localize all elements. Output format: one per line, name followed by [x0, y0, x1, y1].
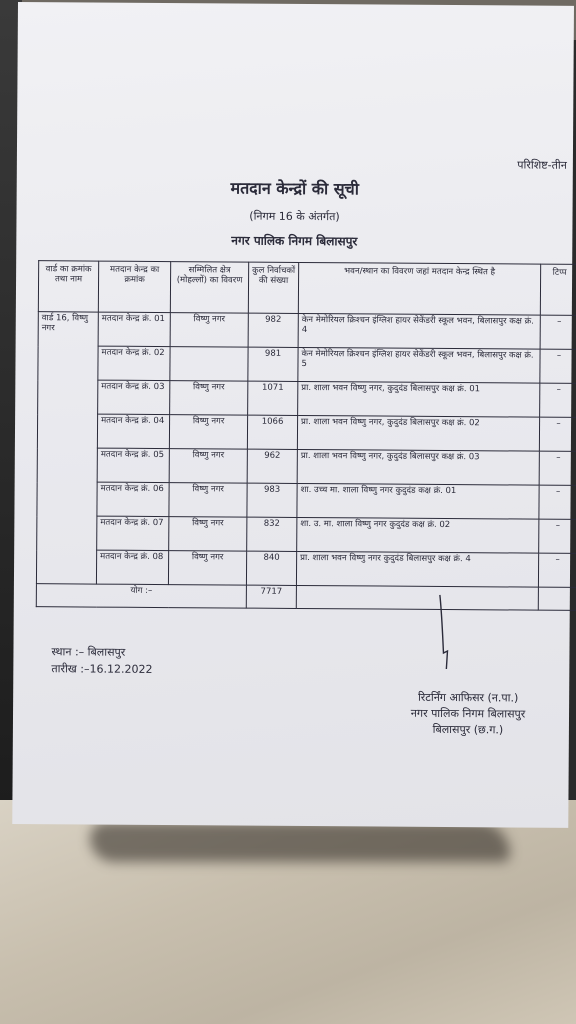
area-cell: विष्णु नगर: [169, 449, 247, 484]
header-voters: कुल निर्वाचकों की संख्या: [248, 262, 298, 313]
header-area: सम्मिलित क्षेत्र (मोहल्लों) का विवरण: [170, 262, 248, 314]
building-cell: शा. उच्च मा. शाला विष्णु नगर कुदुदंड कक्ष क्रं. 01: [297, 483, 539, 519]
voters-cell: 982: [248, 313, 298, 347]
officer-city: बिलासपुर (छ.ग.): [432, 722, 504, 737]
signature-mark: [433, 593, 454, 673]
returning-officer-block: [393, 690, 543, 739]
centre-cell: मतदान केन्द्र क्रं. 08: [96, 550, 168, 585]
wall-stain: [90, 822, 510, 862]
header-ward: वार्ड का क्रमांक तथा नाम: [38, 261, 98, 312]
voters-cell: 1071: [248, 381, 298, 415]
area-cell: विष्णु नगर: [168, 551, 246, 586]
polling-centre-table: [36, 260, 576, 611]
remark-cell: –: [539, 485, 576, 519]
remark-cell: –: [539, 519, 576, 553]
table-row: [38, 380, 576, 418]
remark-cell: –: [539, 417, 576, 451]
area-cell: विष्णु नगर: [170, 381, 248, 416]
header-centre-number: मतदान केन्द्र का क्रमांक: [98, 261, 170, 313]
header-remarks: टिप्प: [540, 264, 576, 315]
ward-cell: वार्ड 16, विष्णु नगर: [36, 312, 98, 584]
voters-cell: 1066: [247, 415, 297, 449]
voters-cell: 832: [247, 517, 297, 551]
total-building-blank: [296, 585, 538, 610]
officer-title: रिटर्निंग आफिसर (न.पा.): [417, 690, 519, 705]
building-cell: प्रा. शाला भवन विष्णु नगर, कुदुदंड बिलासपुर कक्ष क्रं. 03: [297, 449, 539, 485]
table-row: [36, 550, 576, 588]
header-building: भवन/स्थान का विवरण जहां मतदान केन्द्र स्थित है: [298, 262, 540, 315]
building-cell: केन मेमोरियल क्रिश्चन इंग्लिश हायर सेकेंडरी स्कूल भवन, बिलासपुर कक्ष क्रं. 5: [298, 347, 540, 383]
table-row: [38, 346, 576, 384]
total-row: [36, 584, 576, 611]
total-remark-blank: [538, 587, 576, 610]
table-row: [37, 448, 576, 486]
officer-corporation: नगर पालिक निगम बिलासपुर: [410, 706, 526, 721]
table-header-row: [38, 261, 576, 316]
area-cell: विष्णु नगर: [169, 517, 247, 552]
table-row: [37, 516, 576, 554]
date-line: तारीख :–16.12.2022: [51, 662, 153, 676]
voters-cell: 981: [248, 347, 298, 381]
building-cell: शा. उ. मा. शाला विष्णु नगर कुदुदंड कक्ष क्रं. 02: [297, 517, 539, 553]
voters-cell: 840: [246, 551, 296, 585]
remark-cell: –: [540, 349, 576, 383]
place-line: स्थान :– बिलासपुर: [51, 645, 126, 659]
area-cell: विष्णु नगर: [169, 415, 247, 450]
table-row: [37, 414, 576, 452]
centre-cell: मतदान केन्द्र क्रं. 06: [97, 482, 169, 517]
area-cell: विष्णु नगर: [170, 313, 248, 348]
remark-cell: –: [539, 451, 576, 485]
building-cell: प्रा. शाला भवन विष्णु नगर, कुदुदंड बिलासपुर कक्ष क्रं. 02: [297, 415, 539, 451]
voters-cell: 983: [247, 483, 297, 517]
notice-subtitle: (निगम 16 के अंतर्गत): [249, 209, 340, 224]
corporation-name: नगर पालिक निगम बिलासपुर: [231, 233, 358, 249]
remark-cell: –: [540, 383, 576, 417]
remark-cell: –: [540, 315, 576, 349]
voters-cell: 962: [247, 449, 297, 483]
annexure-label: परिशिष्ट-तीन: [517, 158, 567, 172]
notice-title: मतदान केन्द्रों की सूची: [230, 178, 359, 199]
total-label: योग :–: [36, 584, 246, 608]
notice-paper: [12, 2, 574, 828]
table-row: [38, 312, 576, 350]
total-voters: 7717: [246, 585, 296, 608]
building-cell: प्रा. शाला भवन विष्णु नगर कुदुदंड बिलासपुर कक्ष क्रं. 4: [296, 551, 538, 587]
building-cell: केन मेमोरियल क्रिश्चन इंग्लिश हायर सेकेंडरी स्कूल भवन, बिलासपुर कक्ष क्रं. 4: [298, 313, 540, 349]
centre-cell: मतदान केन्द्र क्रं. 04: [97, 414, 169, 449]
remark-cell: –: [538, 553, 576, 587]
area-cell: विष्णु नगर: [169, 483, 247, 518]
centre-cell: मतदान केन्द्र क्रं. 07: [97, 516, 169, 551]
centre-cell: मतदान केन्द्र क्रं. 02: [98, 346, 170, 381]
area-cell: [170, 347, 248, 382]
centre-cell: मतदान केन्द्र क्रं. 01: [98, 312, 170, 347]
building-cell: प्रा. शाला भवन विष्णु नगर, कुदुदंड बिलासपुर कक्ष क्रं. 01: [298, 381, 540, 417]
centre-cell: मतदान केन्द्र क्रं. 03: [98, 380, 170, 415]
centre-cell: मतदान केन्द्र क्रं. 05: [97, 448, 169, 483]
table-row: [37, 482, 576, 520]
